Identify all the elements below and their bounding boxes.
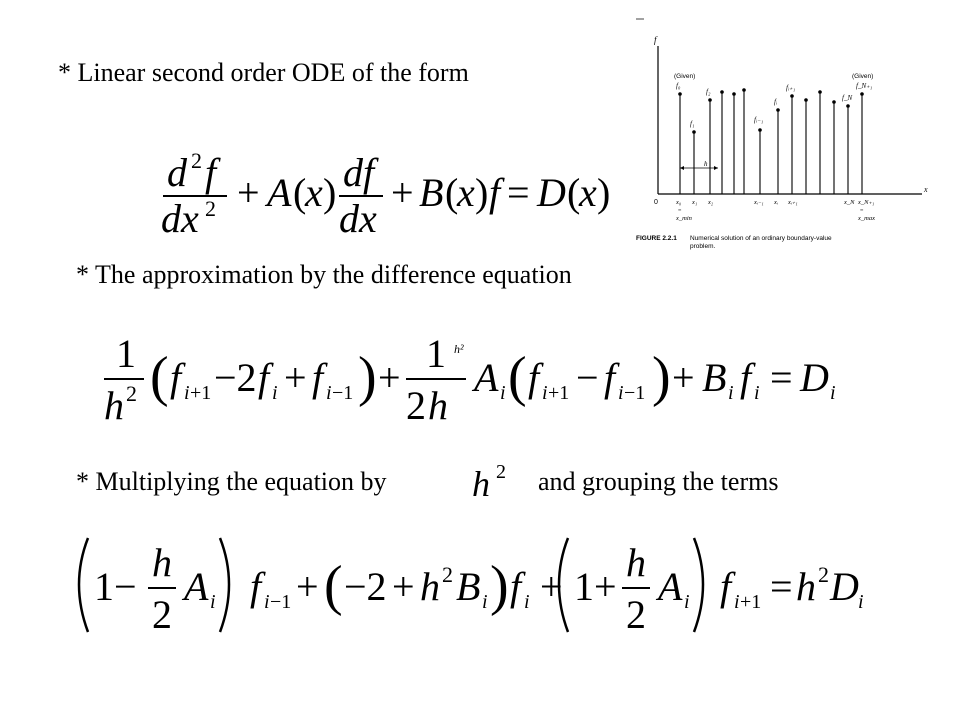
svg-text:x: x xyxy=(305,170,323,215)
given-right-label: (Given) xyxy=(852,73,874,80)
svg-text:(: ( xyxy=(150,346,169,408)
svg-text:2: 2 xyxy=(406,383,426,428)
svg-text:f: f xyxy=(170,355,182,400)
svg-text:(: ( xyxy=(293,170,307,215)
svg-text:1: 1 xyxy=(426,335,446,376)
label-f0: f₀ xyxy=(676,82,681,90)
svg-text:(: ( xyxy=(324,555,343,617)
inline-h-squared xyxy=(470,458,530,508)
label-fN: f_N xyxy=(842,94,853,102)
svg-text:h²: h² xyxy=(454,342,464,356)
svg-text:df: df xyxy=(343,150,375,195)
label-xN: x_N xyxy=(844,199,855,206)
label-xi+1: xᵢ₊₁ xyxy=(788,199,798,206)
svg-text:B: B xyxy=(419,170,444,215)
svg-text:A: A xyxy=(474,355,499,400)
svg-text:2: 2 xyxy=(626,592,646,637)
svg-text:dx: dx xyxy=(161,196,199,240)
bullet-ode-form: * Linear second order ODE of the form xyxy=(58,58,469,87)
svg-text:1+: 1+ xyxy=(574,564,617,609)
svg-text:f: f xyxy=(740,355,752,400)
boundary-value-figure xyxy=(620,8,950,266)
svg-text:+: + xyxy=(284,355,307,400)
svg-text:i: i xyxy=(500,382,506,404)
svg-text:=: = xyxy=(770,355,793,400)
svg-text:D: D xyxy=(537,170,566,215)
svg-text:=: = xyxy=(678,208,682,214)
svg-text:): ) xyxy=(475,170,489,215)
bullet-difference-approx: * The approximation by the difference equation xyxy=(76,260,572,289)
svg-text:i: i xyxy=(542,382,548,404)
origin-label: 0 xyxy=(654,199,658,206)
bullet-multiplying-pre: * Multiplying the equation by xyxy=(76,467,387,496)
svg-text:2: 2 xyxy=(205,196,216,221)
svg-text:x: x xyxy=(457,170,475,215)
figure-caption-text: Numerical solution of an ordinary boundary-value xyxy=(690,235,832,242)
svg-text:(: ( xyxy=(508,346,527,408)
svg-text:f: f xyxy=(489,170,501,215)
svg-text:i: i xyxy=(272,382,278,404)
svg-text:2: 2 xyxy=(496,461,506,483)
svg-text:f: f xyxy=(312,355,324,400)
svg-text:i: i xyxy=(524,591,530,613)
svg-text:f: f xyxy=(720,564,732,609)
svg-text:f: f xyxy=(258,355,270,400)
label-fN+1: f_N₊₁ xyxy=(856,82,873,90)
svg-text:d: d xyxy=(167,150,187,195)
svg-text:−1: −1 xyxy=(332,382,354,404)
svg-text:i: i xyxy=(184,382,190,404)
svg-text:i: i xyxy=(482,591,488,613)
svg-text:A: A xyxy=(267,170,292,215)
svg-text:i: i xyxy=(210,591,216,613)
svg-text:dx: dx xyxy=(339,196,377,240)
svg-text:=: = xyxy=(770,564,793,609)
svg-text:f: f xyxy=(205,150,217,195)
svg-text:(: ( xyxy=(567,170,581,215)
svg-text:h: h xyxy=(104,383,124,428)
svg-text:+1: +1 xyxy=(190,382,212,404)
svg-text:D: D xyxy=(800,355,829,400)
label-fi+1: fᵢ₊₁ xyxy=(786,84,796,92)
svg-text:B: B xyxy=(702,355,727,400)
svg-text:2: 2 xyxy=(818,562,829,587)
svg-text:1−: 1− xyxy=(94,564,137,609)
svg-text:D: D xyxy=(830,564,859,609)
label-x2: x₂ xyxy=(708,199,714,206)
svg-text:2: 2 xyxy=(152,592,172,637)
svg-text:i: i xyxy=(858,591,864,613)
svg-text:+1: +1 xyxy=(740,591,762,613)
svg-text:i: i xyxy=(734,591,740,613)
svg-text:f: f xyxy=(604,355,616,400)
svg-text:=: = xyxy=(860,208,864,214)
svg-text:f: f xyxy=(528,355,540,400)
svg-text:+: + xyxy=(237,170,260,215)
svg-text:+: + xyxy=(296,564,319,609)
label-xN+1: x_N₊₁ xyxy=(858,199,875,206)
svg-text:A: A xyxy=(658,564,683,609)
svg-text:−: − xyxy=(576,355,599,400)
bullet-multiplying-post: and grouping the terms xyxy=(538,467,779,496)
svg-text:f: f xyxy=(250,564,262,609)
svg-text:=: = xyxy=(507,170,530,215)
svg-text:(: ( xyxy=(445,170,459,215)
svg-text:i: i xyxy=(326,382,332,404)
equation-ode xyxy=(155,150,615,240)
svg-text:2: 2 xyxy=(126,381,137,406)
svg-text:−2: −2 xyxy=(214,355,257,400)
svg-text:+1: +1 xyxy=(548,382,570,404)
svg-text:): ) xyxy=(490,555,509,617)
svg-text:): ) xyxy=(323,170,337,215)
svg-text:f: f xyxy=(510,564,522,609)
svg-text:2: 2 xyxy=(442,562,453,587)
svg-text:−2: −2 xyxy=(344,564,387,609)
svg-text:+: + xyxy=(391,170,414,215)
step-h-label: h xyxy=(704,160,708,168)
svg-text:+: + xyxy=(392,564,415,609)
label-xmin: x_min xyxy=(676,215,692,222)
svg-text:h: h xyxy=(626,540,646,585)
svg-text:): ) xyxy=(358,346,377,408)
svg-text:h: h xyxy=(152,540,172,585)
svg-text:−1: −1 xyxy=(270,591,292,613)
svg-text:+: + xyxy=(540,564,563,609)
svg-text:+: + xyxy=(672,355,695,400)
label-x0: x₀ xyxy=(676,199,682,206)
svg-text:−1: −1 xyxy=(624,382,646,404)
label-x1: x₁ xyxy=(692,199,698,206)
label-xi-1: xᵢ₋₁ xyxy=(754,199,764,206)
svg-text:): ) xyxy=(652,346,671,408)
x-axis-label: x xyxy=(924,185,928,194)
label-xmax: x_max xyxy=(858,215,875,222)
svg-text:i: i xyxy=(618,382,624,404)
label-f2: f₂ xyxy=(706,88,711,96)
y-axis-label: f xyxy=(654,35,657,45)
svg-text:1: 1 xyxy=(116,335,136,376)
svg-text:i: i xyxy=(754,382,760,404)
svg-text:i: i xyxy=(264,591,270,613)
equation-difference xyxy=(100,335,860,430)
svg-text:h: h xyxy=(420,564,440,609)
figure-caption-text-2: problem. xyxy=(690,243,716,250)
equation-grouped xyxy=(70,532,870,642)
svg-text:i: i xyxy=(728,382,734,404)
svg-text:+: + xyxy=(378,355,401,400)
svg-text:A: A xyxy=(184,564,209,609)
svg-text:h: h xyxy=(472,464,490,504)
svg-text:B: B xyxy=(456,564,481,609)
label-xi: xᵢ xyxy=(774,199,778,206)
svg-text:x: x xyxy=(579,170,597,215)
svg-text:): ) xyxy=(597,170,611,215)
svg-text:i: i xyxy=(684,591,690,613)
svg-text:i: i xyxy=(830,382,836,404)
svg-text:h: h xyxy=(796,564,816,609)
svg-text:h: h xyxy=(428,383,448,428)
label-f1: f₁ xyxy=(690,120,695,128)
figure-caption-number: FIGURE 2.2.1 xyxy=(636,235,677,242)
given-left-label: (Given) xyxy=(674,73,696,80)
label-fi: fᵢ xyxy=(774,98,778,106)
svg-text:2: 2 xyxy=(191,150,202,173)
label-fi-1: fᵢ₋₁ xyxy=(754,116,764,124)
